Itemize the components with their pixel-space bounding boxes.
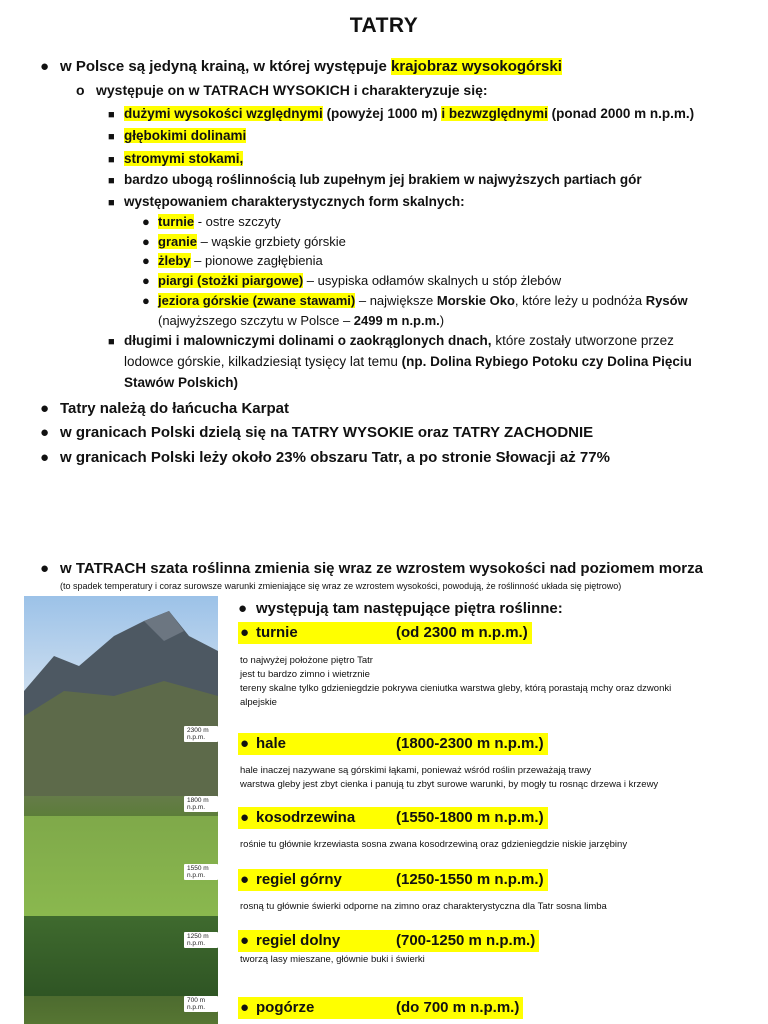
altitude-marker: 700 m n.p.m. [184, 996, 218, 1012]
fact-item: ● w granicach Polski dzielą się na TATRY WYSOKIE oraz TATRY ZACHODNIE [40, 424, 594, 441]
feature-item: ■ bardzo ubogą roślinnością lub zupełnym jej brakiem w najwyższych partiach gór [108, 172, 642, 187]
zone-description: hale inaczej nazywane są górskimi łąkami, ponieważ wśród roślin przeważają trawy warstwa gleby jest zbyt cienka i panują tu zbyt surowe warunki, by mogły tu rosnąc drzewa i krzewy [240, 765, 659, 790]
feature-item: ■ występowaniem charakterystycznych form skalnych: [108, 194, 465, 209]
zone-turnie: ● turnie (od 2300 m n.p.m.) [238, 622, 532, 644]
vegetation-heading: ● w TATRACH szata roślinna zmienia się wraz ze wzrostem wysokości nad poziomem morza [40, 560, 703, 577]
feature-item: ■ dużymi wysokości względnymi (powyżej 1000 m) i bezwzględnymi (ponad 2000 m n.p.m.) [108, 106, 695, 121]
zone-description: to najwyżej położone piętro Tatr jest tu bardzo zimno i wietrznie tereny skalne tylko gdzieniegdzie pokrywa cieniutka warstwa gleby, którą porastają mchy oraz dzwonki alpejskie [240, 655, 672, 708]
vegetation-note: (to spadek temperatury i coraz surowsze warunki zmieniające się wraz ze wzrostem wysokości, powodują, że roślinność układa się piętrowo) [60, 581, 622, 591]
zones-heading: ● występują tam następujące piętra roślinne: [238, 600, 563, 617]
altitude-marker: 1550 m n.p.m. [184, 864, 218, 880]
rock-form-item: ● granie – wąskie grzbiety górskie [142, 234, 346, 249]
intro-bullet: ● w Polsce są jedyną krainą, w której występuje krajobraz wysokogórski [40, 58, 562, 75]
zone-description: tworzą lasy mieszane, głównie buki i świerki [240, 954, 425, 965]
rock-form-item: ● żleby – pionowe zagłębienia [142, 253, 323, 268]
feature-valleys-cont: Stawów Polskich) [124, 375, 239, 390]
feature-valleys-cont: lodowce górskie, kilkadziesiąt tysięcy lat temu (np. Dolina Rybiego Potoku czy Dolina Pięciu [124, 354, 692, 369]
feature-valleys: ■ długimi i malowniczymi dolinami o zaokrąglonych dnach, które zostały utworzone przez [108, 333, 674, 348]
altitude-marker: 1250 m n.p.m. [184, 932, 218, 948]
highlight-landscape: krajobraz wysokogórski [390, 58, 562, 75]
fact-item: ● Tatry należą do łańcucha Karpat [40, 400, 289, 417]
mountain-peak-graphic [24, 596, 218, 796]
zone-regiel-gorny: ● regiel górny (1250-1550 m n.p.m.) [238, 869, 548, 891]
zone-hale: ● hale (1800-2300 m n.p.m.) [238, 733, 548, 755]
feature-item: ■ głębokimi dolinami [108, 128, 247, 143]
zone-kosodrzewina: ● kosodrzewina (1550-1800 m n.p.m.) [238, 807, 548, 829]
altitude-marker: 1800 m n.p.m. [184, 796, 218, 812]
rock-form-item: ● turnie - ostre szczyty [142, 214, 281, 229]
rock-form-item: ● jeziora górskie (zwane stawami) – największe Morskie Oko, które leży u podnóża Rysów [142, 293, 688, 308]
zone-description: rośnie tu głównie krzewiasta sosna zwana kosodrzewiną oraz gdzieniegdzie niskie jarzębiny [240, 839, 628, 850]
sub-bullet-high-tatras: o występuje on w TATRACH WYSOKICH i charakteryzuje się: [76, 82, 488, 98]
altitude-marker: 2300 m n.p.m. [184, 726, 218, 742]
zone-description: rosną tu głównie świerki odporne na zimno oraz charakterystyczna dla Tatr sosna limba [240, 901, 607, 912]
zone-regiel-dolny: ● regiel dolny (700-1250 m n.p.m.) [238, 930, 539, 952]
rock-form-item: ● piargi (stożki piargowe) – usypiska odłamów skalnych u stóp żlebów [142, 273, 562, 288]
rock-form-continuation: (najwyższego szczytu w Polsce – 2499 m n.p.m.) [158, 313, 445, 328]
zone-pogorze: ● pogórze (do 700 m n.p.m.) [238, 997, 523, 1019]
feature-item: ■ stromymi stokami, [108, 151, 244, 166]
fact-item: ● w granicach Polski leży około 23% obszaru Tatr, a po stronie Słowacji aż 77% [40, 449, 610, 466]
tatra-mountains-photo [24, 596, 218, 1024]
page-title: TATRY [349, 14, 419, 37]
